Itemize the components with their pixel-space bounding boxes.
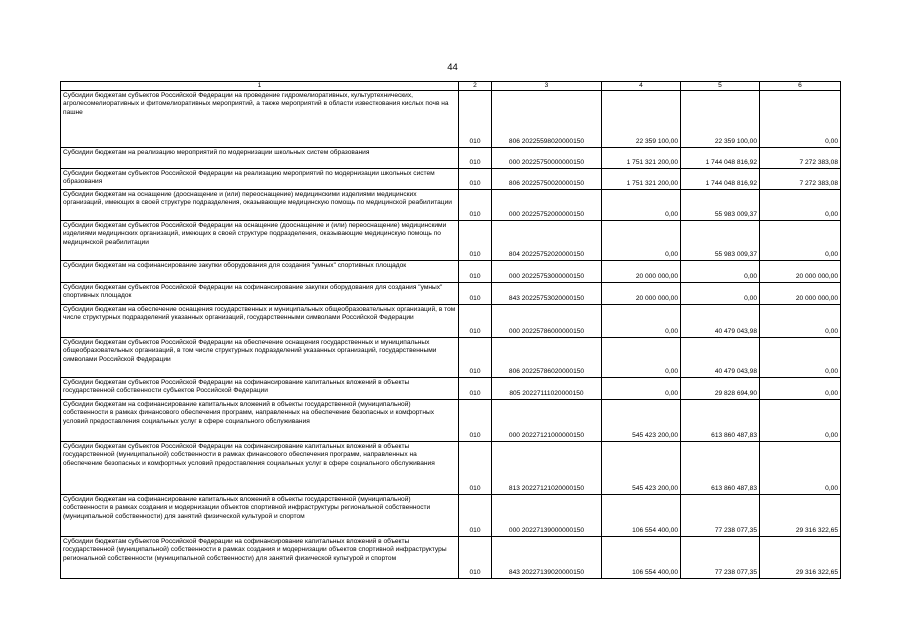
row-line-code-cell: 010	[459, 537, 492, 579]
row-executed-amount-cell: 55 983 009,37	[681, 190, 760, 221]
row-line-code-cell: 010	[459, 148, 492, 169]
row-kbk-cell: 000 20225750000000150	[492, 148, 602, 169]
row-approved-amount-cell: 545 423 200,00	[602, 400, 681, 442]
table-row	[61, 495, 841, 537]
row-name-cell: Субсидии бюджетам субъектов Российской Федерации на оснащение (дооснащение и (или) переоснащение) медицинскими изделиями медицинских организаций, имеющих в своей структуре подразделения, оказывающие медицинскую помощь по медицинской реабилитации	[61, 221, 459, 261]
row-unexecuted-amount-cell: 7 272 383,08	[760, 169, 841, 190]
row-kbk-cell: 804 20225752020000150	[492, 221, 602, 261]
row-name-cell: Субсидии бюджетам на обеспечение оснащения государственных и муниципальных общеобразовательных организаций, в том числе структурных подразделений указанных организаций, государственными символами Российской Федерации	[61, 305, 459, 338]
column-header: 5	[681, 82, 760, 91]
row-executed-amount-cell: 29 828 694,90	[681, 378, 760, 400]
row-executed-amount-cell: 613 860 487,83	[681, 442, 760, 495]
row-unexecuted-amount-cell: 0,00	[760, 190, 841, 221]
row-unexecuted-amount-cell: 0,00	[760, 91, 841, 148]
table-row	[61, 537, 841, 579]
row-name-cell: Субсидии бюджетам субъектов Российской Федерации на проведение гидромелиоративных, культуртехнических, агролесомелиоративных и фитомелиоративных мероприятий, а также мероприятий в области известкования кислых почв на пашне	[61, 91, 459, 148]
row-unexecuted-amount-cell: 0,00	[760, 378, 841, 400]
row-executed-amount-cell: 0,00	[681, 283, 760, 305]
row-line-code-cell: 010	[459, 305, 492, 338]
row-executed-amount-cell: 1 744 048 816,92	[681, 148, 760, 169]
table-row	[61, 338, 841, 378]
table-row	[61, 283, 841, 305]
row-name-cell: Субсидии бюджетам субъектов Российской Федерации на софинансирование капитальных вложений в объекты государственной собственности субъектов Российской Федерации	[61, 378, 459, 400]
table-row	[61, 400, 841, 442]
row-name-cell: Субсидии бюджетам субъектов Российской Федерации на обеспечение оснащения государственных и муниципальных общеобразовательных организаций, в том числе структурных подразделений указанных организаций, государственными символами Российской Федерации	[61, 338, 459, 378]
row-approved-amount-cell: 106 554 400,00	[602, 495, 681, 537]
row-approved-amount-cell: 0,00	[602, 378, 681, 400]
row-line-code-cell: 010	[459, 442, 492, 495]
row-unexecuted-amount-cell: 29 316 322,65	[760, 537, 841, 579]
column-header: 2	[459, 82, 492, 91]
column-header: 3	[492, 82, 602, 91]
table-row	[61, 148, 841, 169]
row-approved-amount-cell: 0,00	[602, 305, 681, 338]
row-approved-amount-cell: 1 751 321 200,00	[602, 169, 681, 190]
row-line-code-cell: 010	[459, 190, 492, 221]
row-executed-amount-cell: 55 983 009,37	[681, 221, 760, 261]
row-line-code-cell: 010	[459, 261, 492, 283]
row-kbk-cell: 806 20225750020000150	[492, 169, 602, 190]
row-kbk-cell: 843 20225753020000150	[492, 283, 602, 305]
row-kbk-cell: 000 20225752000000150	[492, 190, 602, 221]
row-approved-amount-cell: 22 359 100,00	[602, 91, 681, 148]
table-row	[61, 261, 841, 283]
table-row	[61, 378, 841, 400]
row-approved-amount-cell: 20 000 000,00	[602, 283, 681, 305]
row-executed-amount-cell: 22 359 100,00	[681, 91, 760, 148]
table-row	[61, 221, 841, 261]
table-row	[61, 190, 841, 221]
table-row	[61, 442, 841, 495]
row-executed-amount-cell: 77 238 077,35	[681, 495, 760, 537]
row-executed-amount-cell: 613 860 487,83	[681, 400, 760, 442]
row-kbk-cell: 000 20225753000000150	[492, 261, 602, 283]
table-row	[61, 305, 841, 338]
row-name-cell: Субсидии бюджетам на софинансирование капитальных вложений в объекты государственной (муниципальной) собственности в рамках финансового обеспечения программ, направленных на обеспечение безопасных и комфортных условий предоставления социальных услуг в сфере социального обслуживания	[61, 400, 459, 442]
row-name-cell: Субсидии бюджетам субъектов Российской Федерации на реализацию мероприятий по модернизации школьных систем образования	[61, 169, 459, 190]
row-line-code-cell: 010	[459, 495, 492, 537]
row-name-cell: Субсидии бюджетам субъектов Российской Федерации на софинансирование закупки оборудования для создания "умных" спортивных площадок	[61, 283, 459, 305]
row-executed-amount-cell: 1 744 048 816,92	[681, 169, 760, 190]
row-unexecuted-amount-cell: 29 316 322,65	[760, 495, 841, 537]
row-approved-amount-cell: 0,00	[602, 338, 681, 378]
table-header-row	[61, 82, 841, 91]
row-approved-amount-cell: 106 554 400,00	[602, 537, 681, 579]
row-line-code-cell: 010	[459, 400, 492, 442]
row-executed-amount-cell: 77 238 077,35	[681, 537, 760, 579]
table-body	[61, 82, 841, 579]
row-kbk-cell: 806 20225786020000150	[492, 338, 602, 378]
row-unexecuted-amount-cell: 20 000 000,00	[760, 283, 841, 305]
row-line-code-cell: 010	[459, 169, 492, 190]
row-unexecuted-amount-cell: 20 000 000,00	[760, 261, 841, 283]
row-approved-amount-cell: 0,00	[602, 221, 681, 261]
page-number: 44	[447, 62, 458, 73]
row-unexecuted-amount-cell: 0,00	[760, 338, 841, 378]
budget-table	[60, 81, 841, 579]
row-kbk-cell: 000 20225786000000150	[492, 305, 602, 338]
row-name-cell: Субсидии бюджетам на софинансирование капитальных вложений в объекты государственной (муниципальной) собственности в рамках создания и модернизации объектов спортивной инфраструктуры региональной собственности (муниципальной собственности) для занятий физической культурой и спортом	[61, 495, 459, 537]
row-unexecuted-amount-cell: 0,00	[760, 221, 841, 261]
row-unexecuted-amount-cell: 7 272 383,08	[760, 148, 841, 169]
row-line-code-cell: 010	[459, 378, 492, 400]
row-approved-amount-cell: 1 751 321 200,00	[602, 148, 681, 169]
table-row	[61, 91, 841, 148]
row-kbk-cell: 805 20227111020000150	[492, 378, 602, 400]
row-approved-amount-cell: 20 000 000,00	[602, 261, 681, 283]
row-name-cell: Субсидии бюджетам субъектов Российской Федерации на софинансирование капитальных вложений в объекты государственной (муниципальной) собственности в рамках создания и модернизации объектов спортивной инфраструктуры региональной собственности (муниципальной собственности) для занятий физической культурой и спортом	[61, 537, 459, 579]
row-unexecuted-amount-cell: 0,00	[760, 305, 841, 338]
row-name-cell: Субсидии бюджетам на оснащение (дооснащение и (или) переоснащение) медицинскими изделиями медицинских организаций, имеющих в своей структуре подразделения, оказывающие медицинскую помощь по медицинской реабилитации	[61, 190, 459, 221]
row-kbk-cell: 000 20227121000000150	[492, 400, 602, 442]
row-approved-amount-cell: 545 423 200,00	[602, 442, 681, 495]
row-executed-amount-cell: 40 479 043,98	[681, 338, 760, 378]
row-unexecuted-amount-cell: 0,00	[760, 400, 841, 442]
row-line-code-cell: 010	[459, 221, 492, 261]
row-kbk-cell: 813 20227121020000150	[492, 442, 602, 495]
row-executed-amount-cell: 40 479 043,98	[681, 305, 760, 338]
column-header: 1	[61, 82, 459, 91]
row-kbk-cell: 806 20225598020000150	[492, 91, 602, 148]
column-header: 4	[602, 82, 681, 91]
row-kbk-cell: 000 20227139000000150	[492, 495, 602, 537]
row-name-cell: Субсидии бюджетам на софинансирование закупки оборудования для создания "умных" спортивных площадок	[61, 261, 459, 283]
table-row	[61, 169, 841, 190]
row-kbk-cell: 843 20227139020000150	[492, 537, 602, 579]
row-unexecuted-amount-cell: 0,00	[760, 442, 841, 495]
row-name-cell: Субсидии бюджетам на реализацию мероприятий по модернизации школьных систем образования	[61, 148, 459, 169]
column-header: 6	[760, 82, 841, 91]
row-line-code-cell: 010	[459, 283, 492, 305]
row-line-code-cell: 010	[459, 91, 492, 148]
row-approved-amount-cell: 0,00	[602, 190, 681, 221]
row-name-cell: Субсидии бюджетам субъектов Российской Федерации на софинансирование капитальных вложений в объекты государственной (муниципальной) собственности в рамках финансового обеспечения программ, направленных на обеспечение безопасных и комфортных условий предоставления социальных услуг в сфере социального обслуживания	[61, 442, 459, 495]
row-line-code-cell: 010	[459, 338, 492, 378]
row-executed-amount-cell: 0,00	[681, 261, 760, 283]
